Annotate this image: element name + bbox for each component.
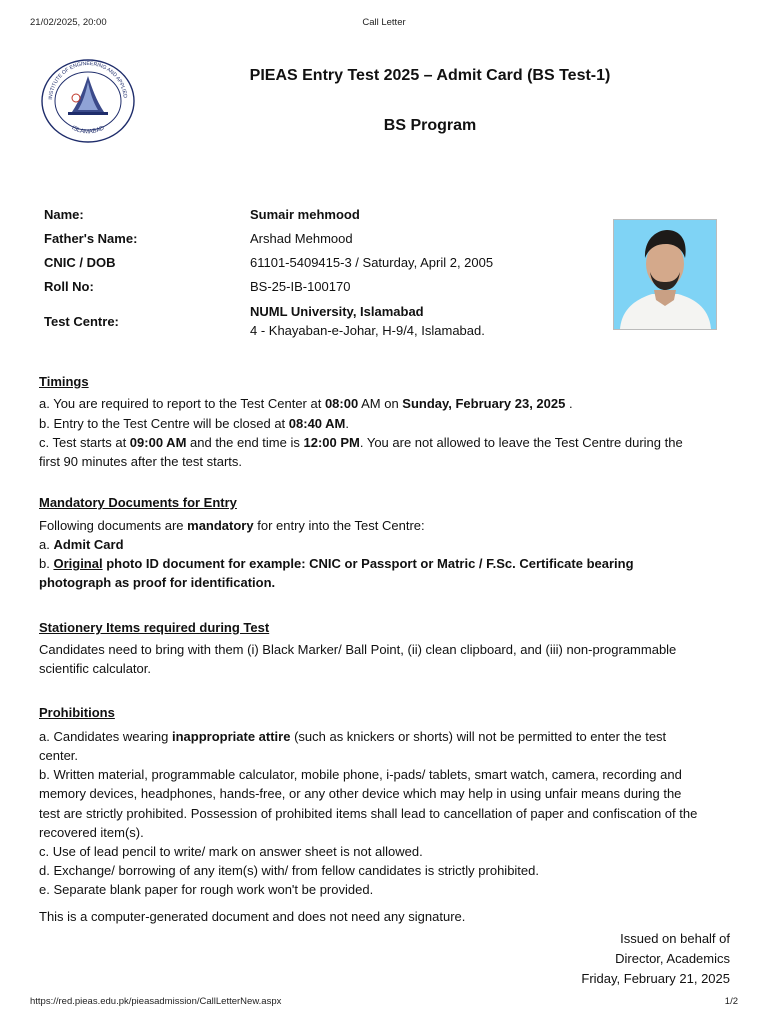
print-title: Call Letter — [362, 17, 406, 28]
centre-address: 4 - Khayaban-e-Johar, H-9/4, Islamabad. — [250, 323, 485, 338]
timings-heading: Timings — [39, 374, 89, 389]
issued-line2: Director, Academics — [615, 951, 730, 966]
svg-text:ISLAMABAD — [71, 125, 106, 135]
candidate-name: Sumair mehmood — [250, 207, 360, 222]
prohibitions-d: d. Exchange/ borrowing of any item(s) with/ from fellow candidates is strictly prohibited. — [39, 863, 539, 878]
prohibitions-a-cont: center. — [39, 748, 79, 763]
doc-subtitle: BS Program — [383, 117, 477, 134]
centre-label: Test Centre: — [44, 314, 119, 329]
documents-b: b. Original photo ID document for example: CNIC or Passport or Matric / F.Sc. Certificate bearing — [39, 556, 634, 571]
candidate-photo — [613, 219, 717, 330]
documents-b-cont: photograph as proof for identification. — [39, 575, 276, 590]
stationery-line1: Candidates need to bring with them (i) Black Marker/ Ball Point, (ii) clean clipboard, and (iii) non-programmable — [39, 642, 677, 657]
timings-a: a. You are required to report to the Test Center at 08:00 AM on Sunday, February 23, 2025 . — [39, 396, 573, 411]
documents-intro: Following documents are mandatory for entry into the Test Centre: — [39, 518, 425, 533]
stationery-line2: scientific calculator. — [39, 661, 151, 676]
doc-title: PIEAS Entry Test 2025 – Admit Card (BS Test-1) — [249, 67, 611, 84]
logo-bottom-text: ISLAMABAD — [70, 125, 106, 136]
print-datetime: 21/02/2025, 20:00 — [30, 17, 107, 28]
computer-generated-note: This is a computer-generated document and does not need any signature. — [39, 909, 466, 924]
issued-line1: Issued on behalf of — [620, 931, 730, 946]
print-page-number: 1/2 — [724, 996, 738, 1007]
prohibitions-b1: b. Written material, programmable calculator, mobile phone, i-pads/ tablets, smart watch, camera, recording and — [39, 767, 682, 782]
prohibitions-e: e. Separate blank paper for rough work won't be provided. — [39, 882, 374, 897]
prohibitions-heading: Prohibitions — [39, 705, 115, 720]
documents-a: a. Admit Card — [39, 537, 124, 552]
father-label: Father's Name: — [44, 231, 138, 246]
timings-b: b. Entry to the Test Centre will be closed at 08:40 AM. — [39, 416, 350, 431]
prohibitions-b4: recovered item(s). — [39, 825, 144, 840]
prohibitions-b3: test are strictly prohibited. Possession of prohibited items shall lead to cancellation of paper and confiscation of the — [39, 806, 698, 821]
print-url: https://red.pieas.edu.pk/pieasadmission/CallLetterNew.aspx — [30, 996, 282, 1007]
cnic-dob: 61101-5409415-3 / Saturday, April 2, 2005 — [250, 255, 494, 270]
prohibitions-a: a. Candidates wearing inappropriate attire (such as knickers or shorts) will not be permitted to enter the test — [39, 729, 667, 744]
name-label: Name: — [44, 207, 84, 222]
father-name: Arshad Mehmood — [250, 231, 353, 246]
timings-c: c. Test starts at 09:00 AM and the end time is 12:00 PM. You are not allowed to leave the Test Centre during the — [39, 435, 683, 450]
issued-date: Friday, February 21, 2025 — [581, 971, 730, 986]
pieas-logo — [40, 58, 136, 144]
cnic-label: CNIC / DOB — [44, 255, 116, 270]
centre-name: NUML University, Islamabad — [250, 304, 424, 319]
roll-label: Roll No: — [44, 279, 94, 294]
logo-top-text: INSTITUTE OF ENGINEERING AND APPLIED — [48, 61, 128, 100]
documents-heading: Mandatory Documents for Entry — [39, 495, 237, 510]
timings-c-cont: first 90 minutes after the test starts. — [39, 454, 243, 469]
stationery-heading: Stationery Items required during Test — [39, 620, 270, 635]
roll-number: BS-25-IB-100170 — [250, 279, 351, 294]
prohibitions-b2: memory devices, headphones, hands-free, or any other device which may help in using unfair means during the — [39, 786, 682, 801]
prohibitions-c: c. Use of lead pencil to write/ mark on answer sheet is not allowed. — [39, 844, 423, 859]
